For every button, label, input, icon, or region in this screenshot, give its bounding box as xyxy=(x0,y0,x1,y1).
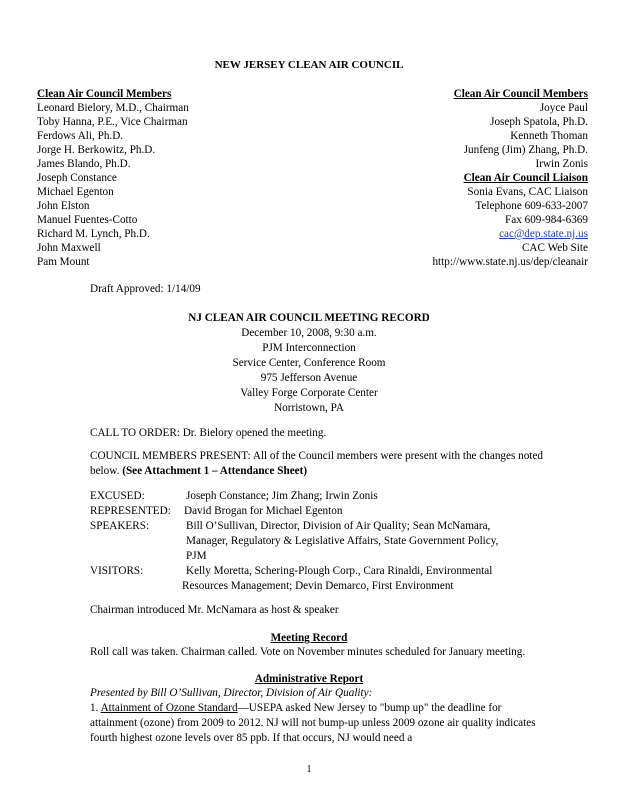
presented-by: Presented by Bill O’Sullivan, Director, Division of Air Quality: xyxy=(90,687,373,699)
visitors-line: Resources Management; Devin Demarco, First Environment xyxy=(182,580,454,592)
member-name: Irwin Zonis xyxy=(535,158,588,170)
member-name: Jorge H. Berkowitz, Ph.D. xyxy=(37,144,156,156)
admin-report-heading: Administrative Report xyxy=(254,673,364,685)
liaison-name: Sonia Evans, CAC Liaison xyxy=(467,186,588,198)
meeting-location-line: PJM Interconnection xyxy=(262,342,356,354)
meeting-record-title: NJ CLEAN AIR COUNCIL MEETING RECORD xyxy=(188,312,430,324)
meeting-record-heading: Meeting Record xyxy=(270,632,348,644)
liaison-heading: Clean Air Council Liaison xyxy=(463,172,588,184)
website-url: http://www.state.nj.us/dep/cleanair xyxy=(432,256,588,268)
members-left-column xyxy=(37,87,189,269)
members-present-paragraph xyxy=(90,449,550,479)
ozone-item xyxy=(90,701,550,746)
member-name: Joyce Paul xyxy=(539,102,588,114)
draft-approved: Draft Approved: 1/14/09 xyxy=(90,283,201,295)
visitors-line: Kelly Moretta, Schering-Plough Corp., Cara Rinaldi, Environmental xyxy=(186,565,493,577)
represented-value: David Brogan for Michael Egenton xyxy=(184,505,343,517)
member-name: Ferdows Ali, Ph.D. xyxy=(37,130,124,142)
member-name: James Blando, Ph.D. xyxy=(37,158,131,170)
email-link[interactable]: cac@dep.state.nj.us xyxy=(499,228,588,240)
item-number: 1. xyxy=(90,702,101,714)
website-label: CAC Web Site xyxy=(521,242,588,254)
excused-label: EXCUSED: xyxy=(90,490,145,502)
members-heading-left: Clean Air Council Members xyxy=(37,88,172,100)
member-name: John Elston xyxy=(37,200,90,212)
members-present-text: COUNCIL MEMBERS PRESENT: All of the Council members were present with the changes noted below. xyxy=(90,450,543,477)
member-name: Joseph Constance xyxy=(37,172,117,184)
call-to-order: CALL TO ORDER: Dr. Bielory opened the meeting. xyxy=(90,427,327,439)
meeting-record-text: Roll call was taken. Chairman called. Vote on November minutes scheduled for January meeting. xyxy=(90,646,526,658)
council-title: NEW JERSEY CLEAN AIR COUNCIL xyxy=(214,59,404,71)
speakers-line: Manager, Regulatory & Legislative Affairs, State Government Policy, xyxy=(186,535,499,547)
member-name: Toby Hanna, P.E., Vice Chairman xyxy=(37,116,188,128)
excused-value: Joseph Constance; Jim Zhang; Irwin Zonis xyxy=(186,490,378,502)
represented-label: REPRESENTED: xyxy=(90,505,171,517)
member-name: Pam Mount xyxy=(37,256,90,268)
meeting-location-line: Service Center, Conference Room xyxy=(232,357,386,369)
speakers-line: PJM xyxy=(186,550,207,562)
liaison-fax: Fax 609-984-6369 xyxy=(505,214,588,226)
member-name: Leonard Bielory, M.D., Chairman xyxy=(37,102,189,114)
members-right-column xyxy=(432,87,588,269)
visitors-label: VISITORS: xyxy=(90,565,144,577)
meeting-location-line: Norristown, PA xyxy=(274,402,344,414)
attendance-sheet-ref: (See Attachment 1 – Attendance Sheet) xyxy=(122,465,308,477)
speakers-line: Bill O’Sullivan, Director, Division of Air Quality; Sean McNamara, xyxy=(186,520,491,532)
item-title: Attainment of Ozone Standard xyxy=(100,702,238,714)
meeting-record-header xyxy=(0,311,618,416)
member-name: John Maxwell xyxy=(37,242,101,254)
liaison-telephone: Telephone 609-633-2007 xyxy=(475,200,588,212)
page-number: 1 xyxy=(306,764,312,775)
intro-line: Chairman introduced Mr. McNamara as host & speaker xyxy=(90,604,339,616)
meeting-date: December 10, 2008, 9:30 a.m. xyxy=(241,327,377,339)
members-heading-right: Clean Air Council Members xyxy=(453,88,588,100)
member-name: Junfeng (Jim) Zhang, Ph.D. xyxy=(463,144,588,156)
speakers-label: SPEAKERS: xyxy=(90,520,150,532)
meeting-location-line: Valley Forge Corporate Center xyxy=(240,387,378,399)
member-name: Michael Egenton xyxy=(37,186,114,198)
item-text: —USEPA asked New Jersey to "bump up" the deadline for attainment (ozone) from 2009 to 2012. NJ will not bump-up unless 2009 ozone air quality indicates fourth highest ozone levels over 85 ppb. If that occurs, NJ would need a xyxy=(90,702,536,744)
meeting-location-line: 975 Jefferson Avenue xyxy=(260,372,358,384)
member-name: Richard M. Lynch, Ph.D. xyxy=(37,228,150,240)
member-name: Manuel Fuentes-Cotto xyxy=(37,214,138,226)
member-name: Joseph Spatola, Ph.D. xyxy=(490,116,588,128)
member-name: Kenneth Thoman xyxy=(510,130,588,142)
